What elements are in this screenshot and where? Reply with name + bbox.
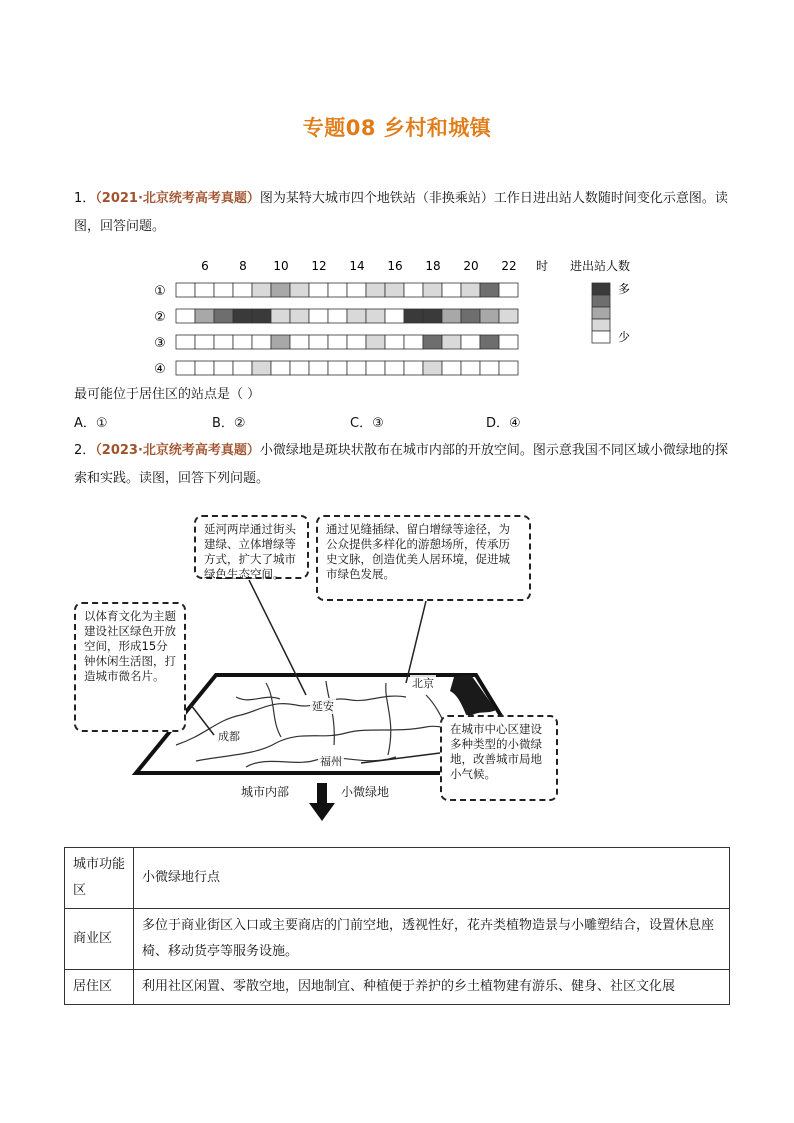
down-arrow-shaft — [317, 783, 327, 805]
station-label: ④ — [154, 362, 166, 377]
heatmap-cell — [366, 335, 385, 349]
heatmap-cell — [271, 309, 290, 323]
heatmap-rows — [154, 283, 518, 377]
heatmap-cell — [214, 335, 233, 349]
callout-chengdu: 以体育文化为主题建设社区绿色开放空间，形成15分钟休闲生活图，打造城市微名片。 — [74, 602, 186, 732]
map-label-chengdu: 成都 — [218, 730, 240, 743]
heatmap-cell — [176, 361, 195, 375]
legend-less-label: 少 — [618, 330, 631, 344]
down-arrow-head — [309, 803, 335, 821]
hour-tick-label: 16 — [387, 259, 403, 273]
question-1-source: （2021·北京统考高考真题） — [95, 191, 260, 206]
heatmap-cell — [366, 361, 385, 375]
heatmap-cell — [480, 309, 499, 323]
callout-beijing: 通过见缝插绿、留白增绿等途径，为公众提供多样化的游憩场所，传承历史文脉，创造优美人居环境，促进城市绿色发展。 — [316, 515, 531, 601]
heatmap-cell — [328, 361, 347, 375]
heatmap-cell — [461, 283, 480, 297]
callout-fuzhou: 在城市中心区建设多种类型的小微绿地，改善城市局地小气候。 — [440, 715, 558, 801]
heatmap-cell — [252, 335, 271, 349]
function-zone-table — [64, 847, 730, 1005]
option-b[interactable]: B．② — [212, 416, 246, 431]
option-c[interactable]: C．③ — [350, 416, 384, 431]
hour-tick-label: 14 — [349, 259, 365, 273]
heatmap-cell — [347, 361, 366, 375]
heatmap-cell — [423, 309, 442, 323]
heatmap-cell — [176, 283, 195, 297]
heatmap-cell — [442, 309, 461, 323]
heatmap-cell — [176, 309, 195, 323]
heatmap-cell — [404, 361, 423, 375]
heatmap-cell — [233, 361, 252, 375]
heatmap-cell — [252, 361, 271, 375]
heatmap-cell — [385, 283, 404, 297]
legend-swatch — [592, 295, 610, 307]
heatmap-cell — [442, 361, 461, 375]
heatmap-cell — [328, 309, 347, 323]
question-1-text: 图为某特大城市四个地铁站（非换乘站）工作日进出站人数随时间变化示意图。读图，回答问题。 — [74, 191, 728, 234]
legend-more-label: 多 — [618, 282, 631, 296]
heatmap-cell — [480, 361, 499, 375]
heatmap-cell — [195, 335, 214, 349]
question-1-options — [74, 412, 734, 434]
caption-city-interior: 城市内部 — [241, 785, 290, 799]
heatmap-cell — [271, 361, 290, 375]
hour-tick-label: 6 — [201, 259, 209, 273]
table-row — [65, 970, 730, 1005]
heatmap-cell — [404, 283, 423, 297]
heatmap-cell — [195, 283, 214, 297]
table-row — [65, 909, 730, 970]
heatmap-cell — [328, 335, 347, 349]
heatmap-cell — [195, 361, 214, 375]
hour-tick-label: 8 — [239, 259, 247, 273]
legend-swatch — [592, 331, 610, 343]
heatmap-cell — [328, 283, 347, 297]
question-2-stem — [74, 437, 734, 493]
heatmap-cell — [290, 335, 309, 349]
heatmap-cell — [252, 283, 271, 297]
heatmap-cell — [290, 361, 309, 375]
heatmap-cell — [423, 335, 442, 349]
heatmap-cell — [233, 309, 252, 323]
heatmap-cell — [290, 309, 309, 323]
station-label: ② — [154, 310, 166, 325]
caption-micro-green: 小微绿地 — [341, 785, 390, 799]
hour-tick-label: 22 — [501, 259, 517, 273]
heatmap-cell — [347, 283, 366, 297]
heatmap-cell — [461, 309, 480, 323]
heatmap-cell — [404, 309, 423, 323]
pointer-beijing — [406, 601, 426, 683]
legend-swatch — [592, 319, 610, 331]
heatmap-cell — [214, 283, 233, 297]
hour-axis — [201, 259, 516, 273]
heatmap-cell — [309, 283, 328, 297]
heatmap-cell — [366, 309, 385, 323]
heatmap-cell — [461, 335, 480, 349]
heatmap-cell — [480, 335, 499, 349]
question-2-number: 2． — [74, 443, 96, 458]
station-label: ③ — [154, 336, 166, 351]
legend-swatch — [592, 307, 610, 319]
option-d[interactable]: D．④ — [486, 416, 521, 431]
heatmap-cell — [499, 283, 518, 297]
heatmap-cell — [423, 361, 442, 375]
question-2-source: （2023·北京统考高考真题） — [95, 443, 260, 458]
metro-heatmap-chart — [150, 252, 670, 377]
heatmap-cell — [309, 335, 328, 349]
heatmap-cell — [271, 335, 290, 349]
question-2-text: 小微绿地是斑块状散布在城市内部的开放空间。图示意我国不同区域小微绿地的探索和实践。读图，回答下列问题。 — [74, 443, 728, 486]
heatmap-cell — [404, 335, 423, 349]
heatmap-cell — [461, 361, 480, 375]
heatmap-cell — [214, 361, 233, 375]
table-header-cell: 小微绿地行点 — [134, 848, 730, 909]
table-cell: 居住区 — [65, 970, 134, 1005]
heatmap-cell — [347, 309, 366, 323]
question-1-stem — [74, 185, 734, 241]
table-cell: 商业区 — [65, 909, 134, 970]
map-label-fuzhou: 福州 — [320, 755, 342, 768]
heatmap-cell — [233, 283, 252, 297]
heatmap-cell — [480, 283, 499, 297]
heatmap-cell — [252, 309, 271, 323]
heatmap-cell — [290, 283, 309, 297]
heatmap-cell — [214, 309, 233, 323]
legend-title: 进出站人数 — [570, 259, 631, 273]
map-label-beijing: 北京 — [412, 677, 434, 690]
heatmap-cell — [499, 309, 518, 323]
hour-tick-label: 10 — [273, 259, 289, 273]
heatmap-cell — [499, 335, 518, 349]
page-title: 专题08 乡村和城镇 — [302, 116, 492, 140]
heatmap-cell — [347, 335, 366, 349]
heatmap-cell — [499, 361, 518, 375]
question-1-number: 1． — [74, 191, 96, 206]
hour-tick-label: 12 — [311, 259, 327, 273]
station-label: ① — [154, 284, 166, 299]
heatmap-cell — [176, 335, 195, 349]
heatmap-cell — [423, 283, 442, 297]
table-header-cell: 城市功能区 — [65, 848, 134, 909]
hour-tick-label: 18 — [425, 259, 441, 273]
heatmap-cell — [309, 361, 328, 375]
heatmap-cell — [271, 283, 290, 297]
hour-tick-label: 20 — [463, 259, 479, 273]
heatmap-cell — [442, 283, 461, 297]
heatmap-cell — [309, 309, 328, 323]
question-1-prompt: 最可能位于居住区的站点是（ ） — [74, 387, 261, 402]
table-cell: 多位于商业街区入口或主要商店的门前空地，透视性好，花卉类植物造景与小雕塑结合，设置休息座椅、移动货亭等服务设施。 — [134, 909, 730, 970]
heatmap-cell — [385, 309, 404, 323]
callout-yanan: 延河两岸通过街头建绿、立体增绿等方式，扩大了城市绿色生态空间。 — [194, 515, 309, 579]
heatmap-cell — [385, 335, 404, 349]
legend-swatch — [592, 283, 610, 295]
green-space-figure — [66, 505, 596, 825]
heatmap-cell — [442, 335, 461, 349]
option-a[interactable]: A．① — [74, 416, 108, 431]
table-header-row — [65, 848, 730, 909]
hour-unit-label: 时 — [536, 259, 549, 273]
heatmap-cell — [366, 283, 385, 297]
table-cell: 利用社区闲置、零散空地，因地制宜、种植便于养护的乡土植物建有游乐、健身、社区文化展 — [134, 970, 730, 1005]
map-label-yanan: 延安 — [312, 700, 334, 713]
heatmap-cell — [195, 309, 214, 323]
heatmap-cell — [385, 361, 404, 375]
heatmap-cell — [233, 335, 252, 349]
legend — [592, 282, 630, 344]
